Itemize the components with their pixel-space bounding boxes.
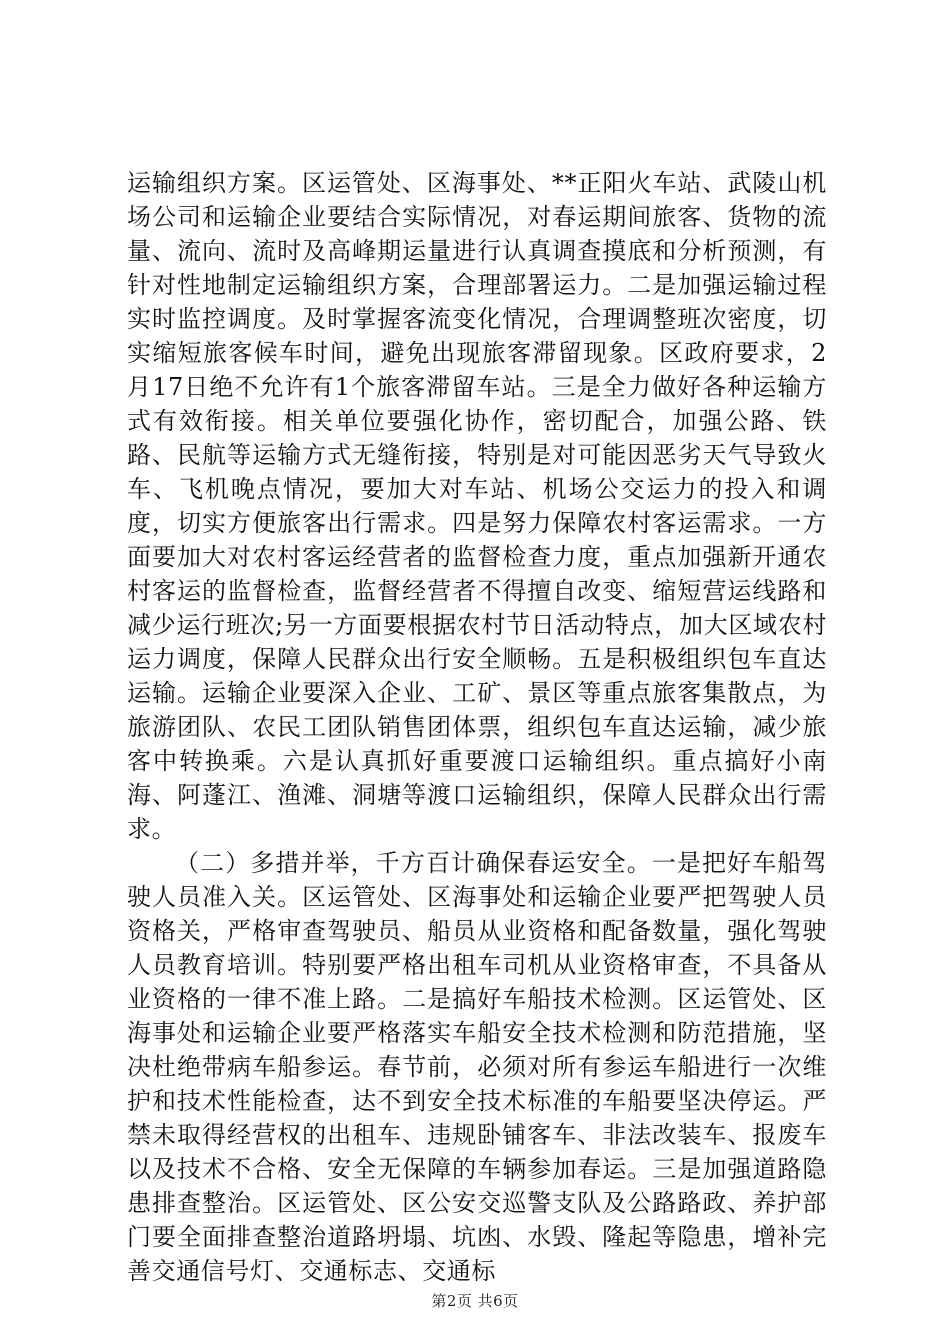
body-text [127, 166, 827, 1288]
paragraph-safety-measures: （二）多措并举，千方百计确保春运安全。一是把好车船驾驶人员准入关。区运管处、区海事处和运输企业要严把驾驶人员资格关，严格审查驾驶员、船员从业资格和配备数量，强化驾驶人员教育培训。特别要严格出租车司机从业资格审查，不具备从业资格的一律不准上路。二是搞好车船技术检测。区运管处、区海事处和运输企业要严格落实车船安全技术检测和防范措施，坚决杜绝带病车船参运。春节前，必须对所有参运车船进行一次维护和技术性能检查，达不到安全技术标准的车船要坚决停运。严禁未取得经营权的出租车、违规卧铺客车、非法改装车、报废车以及技术不合格、安全无保障的车辆参加春运。三是加强道路隐患排查整治。区运管处、区公安交巡警支队及公路路政、养护部门要全面排查整治道路坍塌、坑凼、水毁、隆起等隐患，增补完善交通信号灯、交通标志、交通标 [127, 849, 827, 1285]
page-footer: 第2页 共6页 [431, 1292, 519, 1310]
paragraph-transport-organization: 运输组织方案。区运管处、区海事处、**正阳火车站、武陵山机场公司和运输企业要结合实际情况，对春运期间旅客、货物的流量、流向、流时及高峰期运量进行认真调查摸底和分析预测，有针对性地制定运输组织方案，合理部署运力。二是加强运输过程实时监控调度。及时掌握客流变化情况，合理调整班次密度，切实缩短旅客候车时间，避免出现旅客滞留现象。区政府要求，2月17日绝不允许有1个旅客滞留车站。三是全力做好各种运输方式有效衔接。相关单位要强化协作，密切配合，加强公路、铁路、民航等运输方式无缝衔接，特别是对可能因恶劣天气导致火车、飞机晚点情况，要加大对车站、机场公交运力的投入和调度，切实方便旅客出行需求。四是努力保障农村客运需求。一方面要加大对农村客运经营者的监督检查力度，重点加强新开通农村客运的监督检查，监督经营者不得擅自改变、缩短营运线路和减少运行班次;另一方面要根据农村节日活动特点，加大区域农村运力调度，保障人民群众出行安全顺畅。五是积极组织包车直达运输。运输企业要深入企业、工矿、景区等重点旅客集散点，为旅游团队、农民工团队销售团体票，组织包车直达运输，减少旅客中转换乘。六是认真抓好重要渡口运输组织。重点搞好小南海、阿蓬江、渔滩、洞塘等渡口运输组织，保障人民群众出行需求。 [127, 169, 827, 843]
